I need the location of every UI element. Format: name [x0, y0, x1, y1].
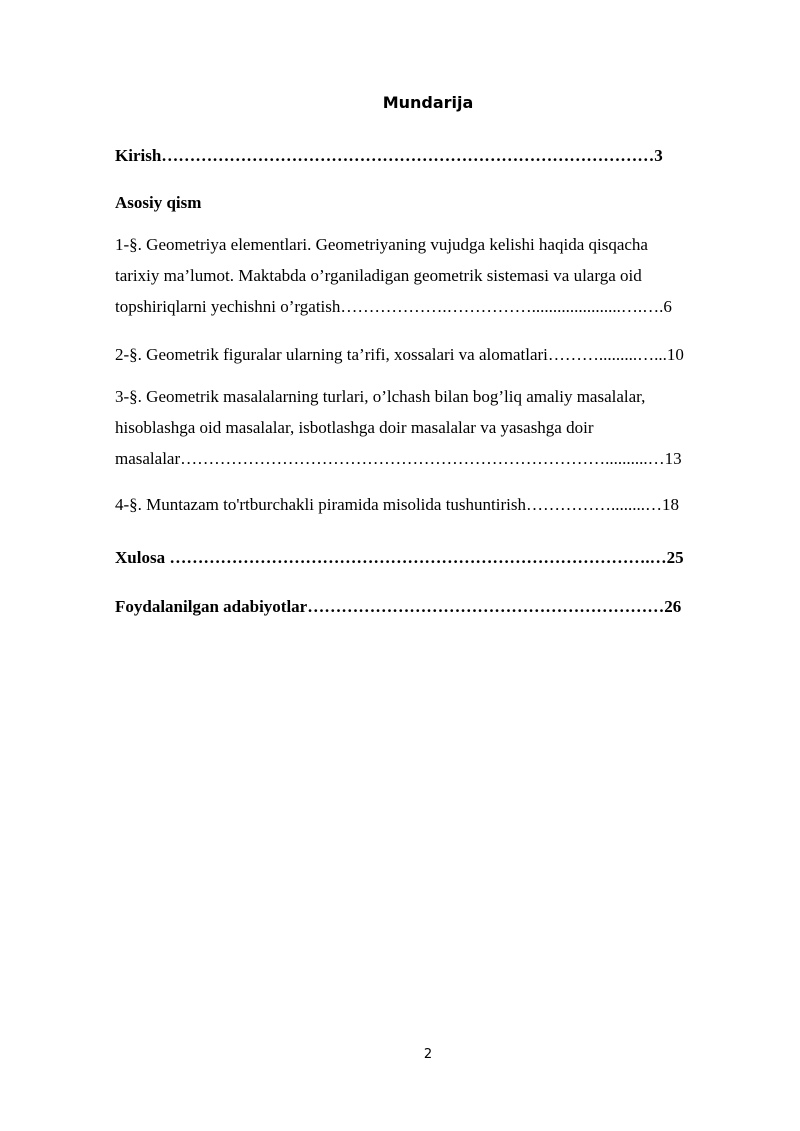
toc-entry-section-3 — [115, 381, 740, 474]
toc-heading-asosiy-qism: Asosiy qism — [115, 193, 202, 212]
toc-entry-kirish — [115, 140, 740, 171]
page-number: 2 — [423, 1047, 433, 1062]
toc-entry-section-1-line-1: 1-§. Geometriya elementlari. Geometriyaning vujudga kelishi haqida qisqacha — [115, 235, 648, 254]
toc-entry-section-3-line-3: masalalar…………………………………………………………………..........…13 — [115, 449, 682, 468]
toc-entry-section-2-line-1: 2-§. Geometrik figuralar ularning ta’rifi, xossalari va alomatlari……….........…...10 — [115, 345, 684, 364]
toc-entry-kirish-text: Kirish……………………………………………………………………………3 — [115, 146, 663, 165]
toc-entry-section-4 — [115, 489, 740, 520]
toc-entry-xulosa-text: Xulosa ………………………………………………………………………….…25 — [115, 548, 684, 567]
toc-entry-section-4-line-1: 4-§. Muntazam to'rtburchakli piramida misolida tushuntirish……………........…18 — [115, 495, 679, 514]
toc-entry-foydalanilgan-adabiyotlar — [115, 591, 740, 622]
toc-entry-section-3-line-1: 3-§. Geometrik masalalarning turlari, o’lchash bilan bog’liq amaliy masalalar, — [115, 387, 646, 406]
toc-entry-section-3-line-2: hisoblashga oid masalalar, isbotlashga doir masalalar va yasashga doir — [115, 418, 594, 437]
toc-title: Mundarija — [382, 93, 474, 112]
toc-entry-section-2 — [115, 339, 740, 370]
toc-entry-foydalanilgan-text: Foydalanilgan adabiyotlar………………………………………………………26 — [115, 597, 682, 616]
toc-entry-section-1-line-3: topshiriqlarni yechishni o’rgatish……………….…………….....................….….6 — [115, 297, 672, 316]
toc-entry-section-1-line-2: tarixiy ma’lumot. Maktabda o’rganiladigan geometrik sistemasi va ularga oid — [115, 266, 642, 285]
toc-entry-xulosa — [115, 542, 740, 573]
toc-entry-section-1 — [115, 229, 740, 322]
